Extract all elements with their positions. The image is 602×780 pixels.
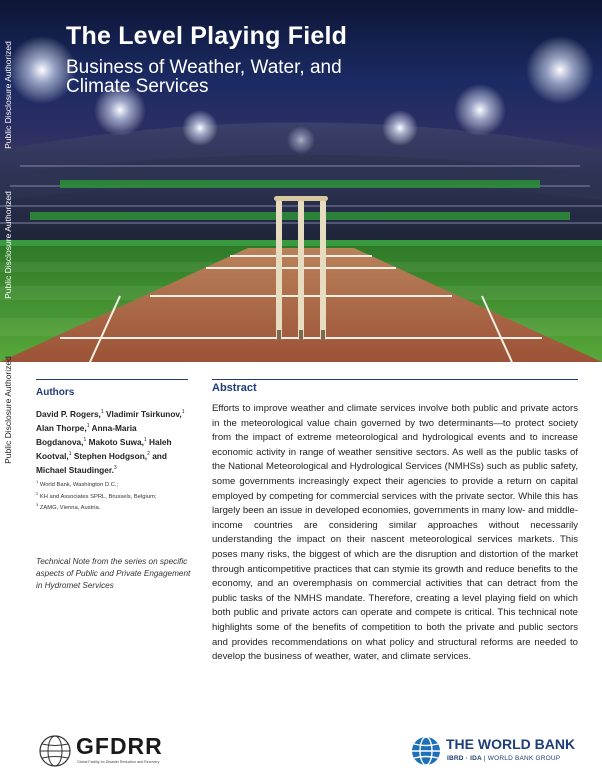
author-name: David P. Rogers, [36,408,101,419]
authors-list: David P. Rogers,$^1$ Vladimir Tsirkunov,$^1$ Alan Thorpe,$^1$ Anna-Maria Bogdanova,$^1$ Makoto Suwa,$^1$ Haleh Kootval,$^1$ Stephen Hodgson,$^2$ and Michael Staudinger.$^3$ [36,408,185,475]
author-name: and Michael Staudinger. [36,450,167,475]
document-subtitle: Business of Weather, Water, and Climate Services [66,57,342,97]
technical-note-series: Technical Note from the series on specific aspects of Public and Private Engagement in Hydromet Services [36,557,191,590]
author-name: Anna-Maria Bogdanova, [36,422,137,447]
author-name: Vladimir Tsirkunov, [103,408,182,419]
cover-hero [0,0,602,362]
gfdrr-globe-icon [38,734,72,768]
gfdrr-logo [38,732,188,772]
affiliation-item: $^2$ KH and Associates SPRL, Brussels, Belgium; [36,490,157,500]
affiliations [36,478,196,513]
abstract-body: Efforts to improve weather and climate services involve both public and private actors in the meteorological value chain governed by two determinants—to protect society from the impact of extreme meteorological and hydrological events and to increase economic activity in range of weather sensitive sectors. As well as the public tasks of the National Meteorological and Hydrological Services (NMHSs) such as public safety, some governments increasingly expect their agencies to provide a return on capital employed by competing for commercial services with the private sector. While this has largely been an issue in developed economies, governments in many low- and middle-income countries are considering similar approaches without necessarily understanding the impact on their nascent meteorological services markets. This poses many risks, the biggest of which are the disruption and distortion of the market through anticompetitive practices that can stymie its growth and reduce benefits to the economy, and an overemphasis on commercial activities that can detract from the public tasks of the NMHS mandate. Therefore, creating a level playing field on which both public and private actors can operate and compete is critical. This technical note highlights some of the benefits of competition to both the private and public sectors and provides recommendations on what policy and structural reforms are needed to develop the business of weather, water, and climate services. [212,403,578,663]
gfdrr-wordmark: GFDRR [76,733,163,759]
world-bank-wordmark: THE WORLD BANK [446,736,576,752]
author-name: Haleh Kootval, [36,436,172,461]
gfdrr-tagline: Global Facility for Disaster Reduction and Recovery [77,760,160,764]
affiliation-item: $^3$ ZAMG, Vienna, Austria. [36,502,101,511]
disclosure-label-3: Public Disclosure Authorized [3,356,14,464]
world-bank-logo [410,735,590,771]
disclosure-label-1: Public Disclosure Authorized [3,41,14,149]
author-name: Makoto Suwa, [86,436,144,447]
world-bank-globe-icon [410,735,442,767]
world-bank-subline: IBRD · IDA | WORLD BANK GROUP [447,755,561,762]
document-title: The Level Playing Field [66,22,348,50]
stadium-illustration [0,0,602,362]
author-name: Alan Thorpe, [36,422,87,433]
affiliation-item: $^1$ World Bank, Washington D.C.; [36,479,119,488]
disclosure-label-2: Public Disclosure Authorized [3,191,14,299]
abstract-heading: Abstract [212,379,578,394]
author-name: Stephen Hodgson, [71,450,148,461]
authors-heading: Authors [36,379,188,398]
